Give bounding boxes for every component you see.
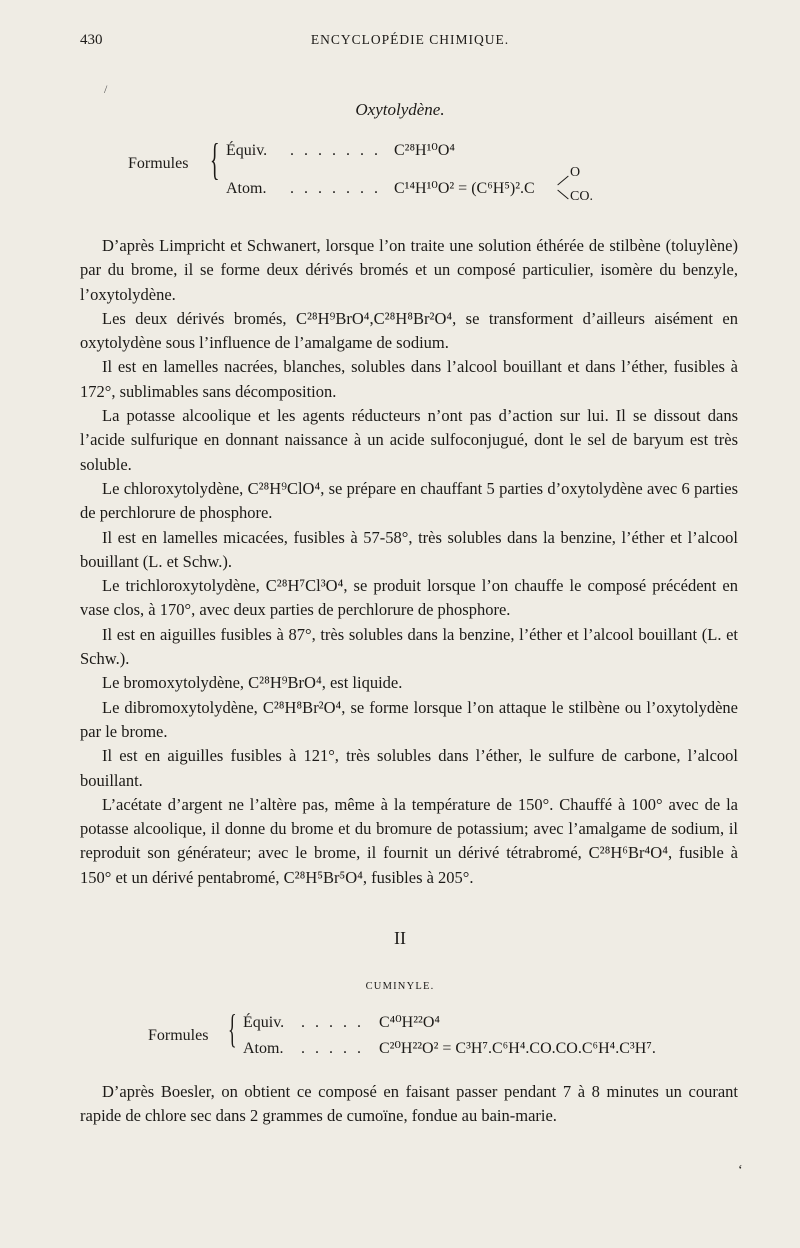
- paragraph: Il est en lamelles nacrées, blanches, solubles dans l’alcool bouillant et dans l’éther, fusibles à 172°, sublimables sans décomposition.: [80, 357, 738, 401]
- formulas-label: Formules: [148, 1027, 209, 1044]
- paragraph: L’acétate d’argent ne l’altère pas, même à la température de 150°. Chauffé à 100° avec de la potasse alcoolique, il donne du brome et du bromure de potassium; avec l’amalgame de sodium, il reproduit son générateur; avec le brome, il fournit un dérivé tétrabromé, C²⁸H⁶Br⁴O⁴, fusible à 150° et un dérivé pentabromé, C²⁸H⁵Br⁵O⁴, fusibles à 205°.: [80, 794, 738, 887]
- paragraph: Le trichloroxytolydène, C²⁸H⁷Cl³O⁴, se produit lorsque l’on chauffe le composé précédent en vase clos, à 170°, avec deux parties de perchlorure de phosphore.: [80, 576, 738, 620]
- margin-mark: ‘: [738, 1163, 743, 1178]
- paragraph: Le dibromoxytolydène, C²⁸H⁸Br²O⁴, se forme lorsque l’on attaque le stilbène ou l’oxytolydène par le brome.: [80, 697, 738, 741]
- formula-co: CO.: [570, 189, 593, 204]
- formula-row-atom: Atom. . . . . . . . C¹⁴H¹⁰O² = (C⁶H⁵)².C: [226, 180, 535, 197]
- paragraph: Il est en lamelles micacées, fusibles à 57-58°, très solubles dans la benzine, l’éther et l’alcool bouillant (L. et Schw.).: [80, 527, 738, 571]
- paragraph: Il est en aiguilles fusibles à 121°, très solubles dans l’éther, le sulfure de carbone, l’alcool bouillant.: [80, 746, 738, 790]
- paragraph: Le chloroxytolydène, C²⁸H⁹ClO⁴, se prépare en chauffant 5 parties d’oxytolydène avec 6 parties de perchlorure de phosphore.: [80, 478, 738, 523]
- paragraph: Il est en aiguilles fusibles à 87°, très solubles dans la benzine, l’éther et l’alcool bouillant (L. et Schw.).: [80, 624, 738, 669]
- section-number: II: [394, 928, 406, 948]
- brace-icon: {: [210, 135, 220, 184]
- section-title-cuminyle: CUMINYLE.: [365, 981, 435, 992]
- section-title-oxytolydene: Oxytolydène.: [355, 100, 445, 119]
- formula-o: O: [570, 165, 581, 180]
- formula-row-equiv: Équiv. . . . . . . . C²⁸H¹⁰O⁴: [226, 142, 455, 159]
- paragraph: Les deux dérivés bromés, C²⁸H⁹BrO⁴,C²⁸H⁸Br²O⁴, se transforment d’ailleurs aisément en oxytolydène sous l’influence de l’amalgame de sodium.: [80, 308, 738, 353]
- formula-row-equiv: Équiv. . . . . . C⁴⁰H²²O⁴: [243, 1014, 440, 1031]
- paragraph: D’après Boesler, on obtient ce composé en faisant passer pendant 7 à 8 minutes un courant rapide de chlore sec dans 2 grammes de cumoïne, fondue au bain-marie.: [80, 1082, 738, 1126]
- paragraph: La potasse alcoolique et les agents réducteurs n’ont pas d’action sur lui. Il se dissout dans l’acide sulfurique en donnant naissance à un acide sulfoconjugué, dont le sel de baryum est très soluble.: [80, 406, 738, 474]
- page-number: 430: [80, 32, 103, 48]
- margin-mark: /: [104, 82, 108, 96]
- running-head: ENCYCLOPÉDIE CHIMIQUE.: [310, 32, 510, 47]
- brace-icon: {: [228, 1006, 237, 1051]
- paragraph: D’après Limpricht et Schwanert, lorsque l’on traite une solution éthérée de stilbène (toluylène) par du brome, il se forme deux dérivés bromés et un composé particulier, isomère du benzyle, l’oxytolydène.: [80, 236, 738, 304]
- body-text-cuminyle: [80, 1080, 738, 1129]
- formulas-label: Formules: [128, 155, 189, 172]
- formula-row-atom: Atom. . . . . . C²⁰H²²O² = C³H⁷.C⁶H⁴.CO.CO.C⁶H⁴.C³H⁷.: [243, 1040, 656, 1057]
- paragraph: Le bromoxytolydène, C²⁸H⁹BrO⁴, est liquide.: [102, 673, 403, 693]
